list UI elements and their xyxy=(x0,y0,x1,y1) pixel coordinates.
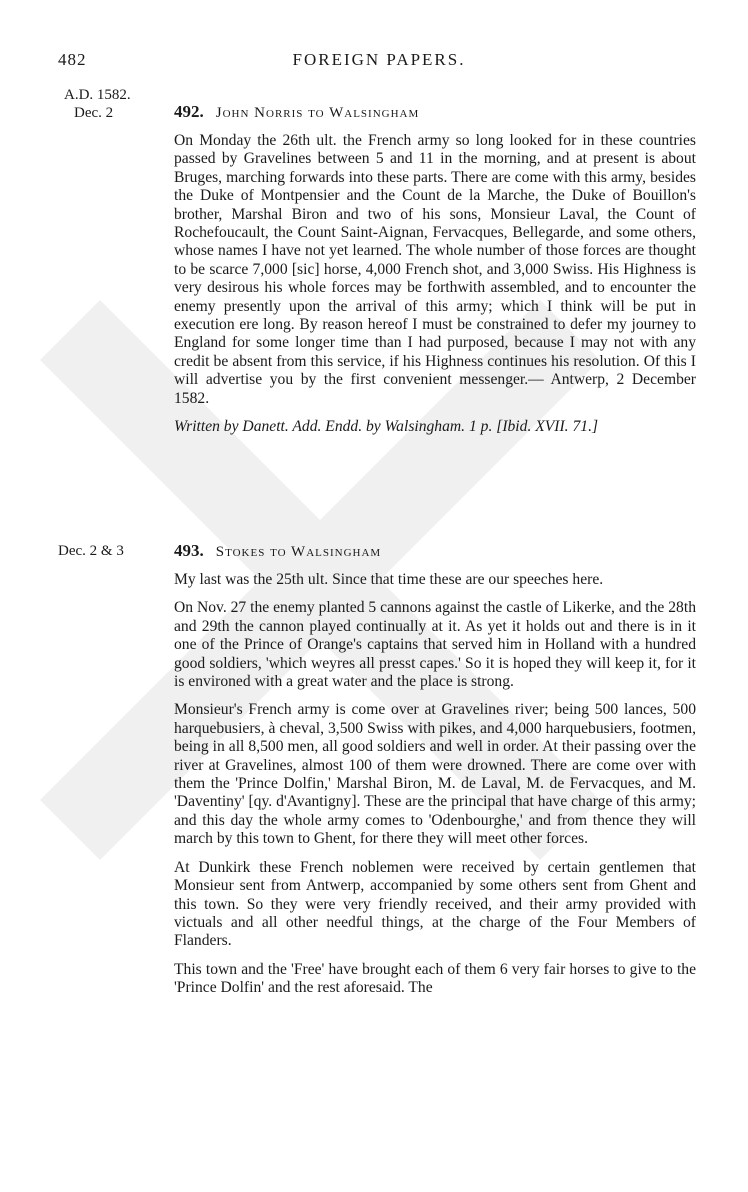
entry-493-title: Stokes to Walsingham xyxy=(215,544,382,560)
entry-493-paragraph: At Dunkirk these French noblemen were received by certain gentlemen that Monsieur sent from Antwerp, accompanied by some others sent from Ghent and this town. So they were very friendly received, and their army provided with victuals and all other needful things, at the charge of the Four Members of Flanders. xyxy=(174,858,696,950)
entry-493-number: 493. xyxy=(174,541,204,560)
entry-493-paragraph: Monsieur's French army is come over at Gravelines river; being 500 lances, 500 harquebusiers, à cheval, 3,500 Swiss with pikes, and 4,000 harquebusiers, footmen, being in all 8,500 men, all good soldiers and well in order. At their passing over the river at Gravelines, almost 100 of them were drowned. There are come over with them the 'Prince Dolfin,' Marshal Biron, M. de Laval, M. de Fervacques, and M. 'Daventiny' [qy. d'Avantigny]. These are the principal that have charge of this army; and this day the whole army comes to 'Odenbourghe,' and from thence they will march by this town to Ghent, for there they will meet other forces. xyxy=(174,701,696,848)
entry-492-endorsement: Written by Danett. Add. Endd. by Walsingham. 1 p. [Ibid. XVII. 71.] xyxy=(174,418,599,436)
entry-493-body xyxy=(174,571,696,998)
entry-492-heading xyxy=(174,102,419,122)
entry-493-heading xyxy=(174,541,381,561)
margin-year: A.D. 1582. xyxy=(64,87,131,103)
margin-date-492: Dec. 2 xyxy=(74,105,114,121)
entry-492-title: John Norris to Walsingham xyxy=(215,105,420,121)
entry-492-text: On Monday the 26th ult. the French army so long looked for in these countries passed by Gravelines between 5 and 11 in the morning, and at present is about Bruges, marching forwards into these parts. There are come with this army, besides the Duke of Montpensier and the Count de la Marche, the Duke of Bouillon's brother, Marshal Biron and two of his sons, Monsieur Laval, the Count of Rochefoucault, the Count Saint-Aignan, Fervacques, Bellegarde, and some others, whose names I have not yet learned. The whole number of those forces are thought to be scarce 7,000 [sic] horse, 4,000 French shot, and 3,000 Swiss. His Highness is very desirous his whole forces may be forthwith assembled, and to encounter the enemy presently upon the arrival of this army; which I think will be put in execution ere long. By reason hereof I must be constrained to defer my journey to England for some longer time than I had purposed, because I may not with any credit be absent from this service, if his Highness continues his resolution. Of this I will advertise you by the first convenient messenger.— Antwerp, 2 December 1582. xyxy=(174,132,696,407)
entry-493-paragraph: On Nov. 27 the enemy planted 5 cannons against the castle of Likerke, and the 28th and 29th the cannon played continually at it. As yet it holds out and there is in it one of the Prince of Orange's captains that served him in Holland with a hundred good soldiers, 'which weyres all presst capes.' So it is hoped they will keep it, for it is environed with a great water and the place is strong. xyxy=(174,599,696,691)
page-number: 482 xyxy=(58,50,87,69)
running-title: FOREIGN PAPERS. xyxy=(292,50,466,69)
entry-493-paragraph: My last was the 25th ult. Since that time these are our speeches here. xyxy=(174,571,604,588)
margin-date-493: Dec. 2 & 3 xyxy=(58,543,124,559)
entry-492-number: 492. xyxy=(174,102,204,121)
entry-492-body xyxy=(174,132,696,437)
entry-493-paragraph: This town and the 'Free' have brought each of them 6 very fair horses to give to the 'Prince Dolfin' and the rest aforesaid. The xyxy=(174,960,696,997)
page-header xyxy=(58,50,700,74)
